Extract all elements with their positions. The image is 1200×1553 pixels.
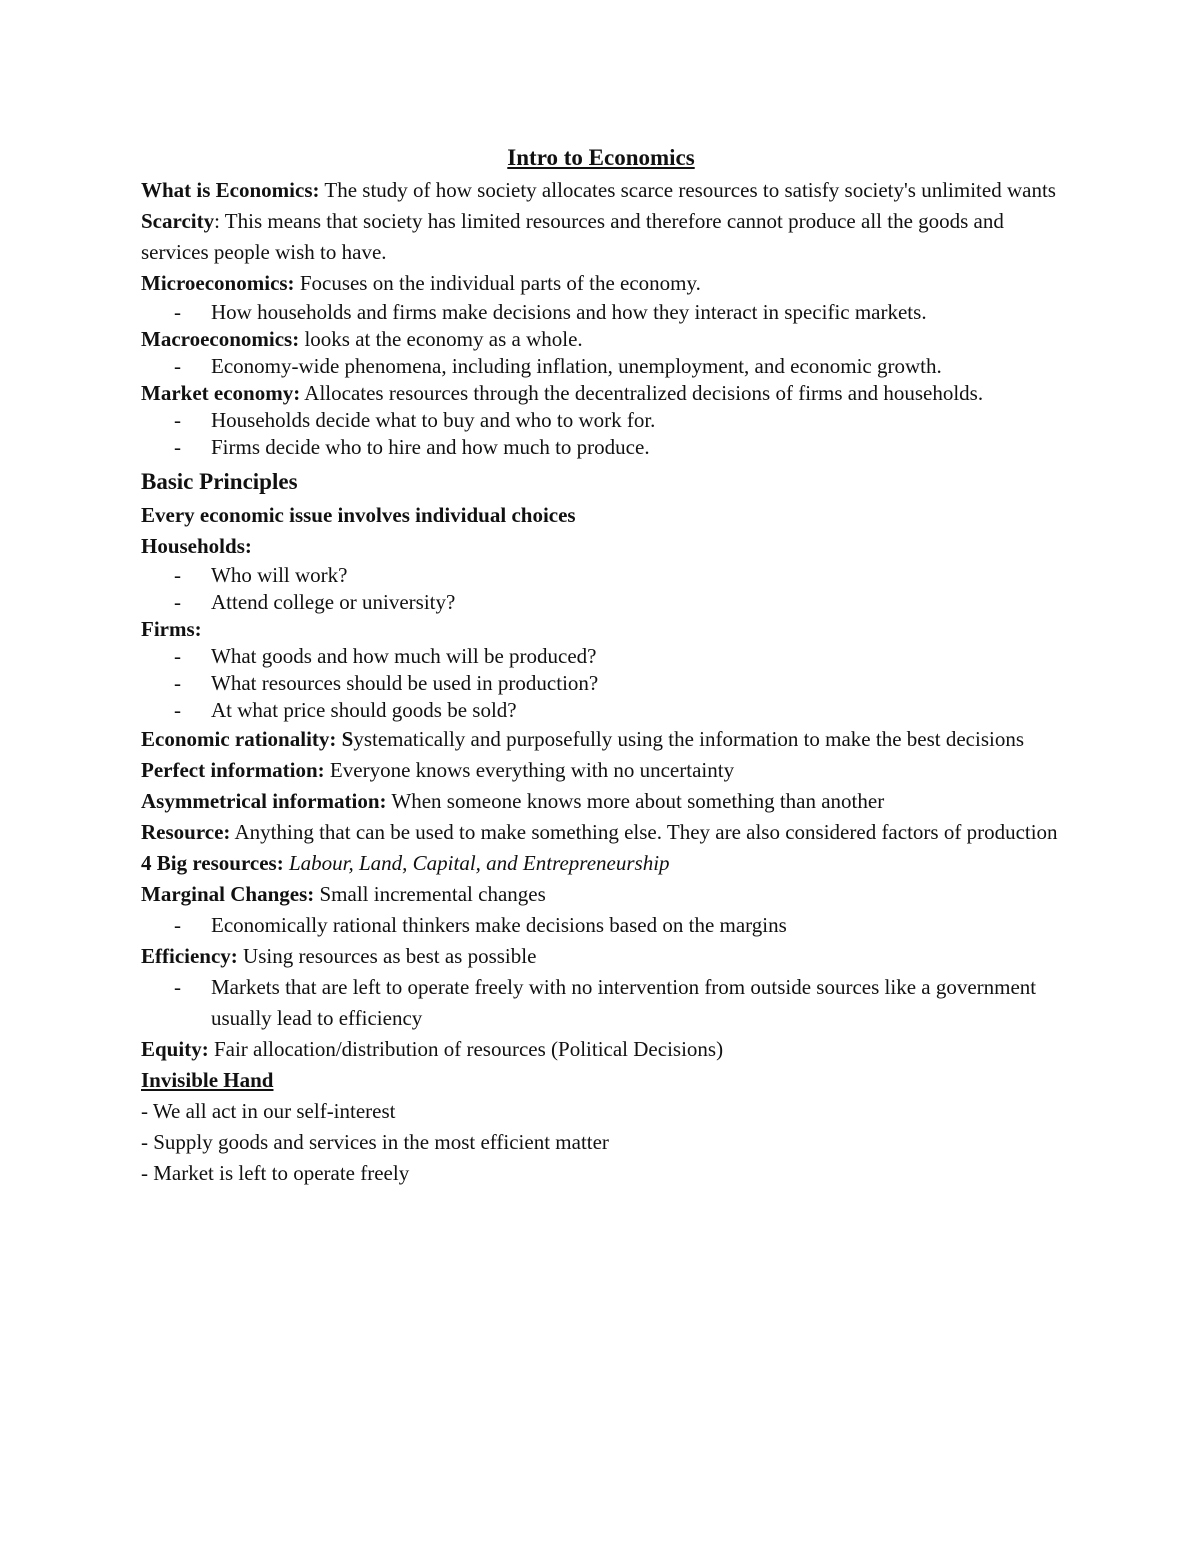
- definition-big-resources: [141, 848, 1061, 879]
- list-item-text: Attend college or university?: [211, 590, 456, 614]
- list-item: [141, 589, 1061, 616]
- list-item: [141, 643, 1061, 670]
- dash-marker: -: [174, 300, 181, 324]
- definition-term: Resource:: [141, 820, 231, 844]
- households-label: Households:: [141, 534, 252, 558]
- invisible-hand-line: - We all act in our self-interest: [141, 1099, 396, 1123]
- dash-marker: -: [174, 590, 181, 614]
- list-item-text: Firms decide who to hire and how much to produce.: [211, 435, 650, 459]
- dash-marker: -: [174, 975, 181, 999]
- invisible-hand-title: Invisible Hand: [141, 1068, 274, 1092]
- list-item-text: What goods and how much will be produced?: [211, 644, 597, 668]
- invisible-hand-line: - Supply goods and services in the most efficient matter: [141, 1130, 609, 1154]
- dash-marker: -: [174, 698, 181, 722]
- dash-marker: -: [174, 354, 181, 378]
- definition-text: Fair allocation/distribution of resources (Political Decisions): [208, 1037, 724, 1061]
- definition-economics: [141, 175, 1061, 206]
- dash-marker: -: [174, 563, 181, 587]
- definition-microeconomics: [141, 268, 1061, 299]
- definition-perfect-information: [141, 755, 1061, 786]
- list-item-text: Economy-wide phenomena, including inflation, unemployment, and economic growth.: [211, 354, 942, 378]
- definition-asymmetrical-information: [141, 786, 1061, 817]
- definition-text: Everyone knows everything with no uncertainty: [324, 758, 735, 782]
- list-item-text: Markets that are left to operate freely with no intervention from outside sources like a government usually lead to efficiency: [211, 975, 1037, 1030]
- definition-equity: [141, 1034, 1061, 1065]
- list-item: [141, 697, 1061, 724]
- definition-term: Market economy:: [141, 381, 301, 405]
- dash-marker: -: [174, 671, 181, 695]
- invisible-hand-line: - Market is left to operate freely: [141, 1161, 410, 1185]
- list-item: [141, 562, 1061, 589]
- firms-label-text: Firms:: [141, 617, 202, 641]
- definition-text: Anything that can be used to make something else. They are also considered factors of production: [230, 820, 1058, 844]
- definition-economic-rationality: [141, 724, 1061, 755]
- definition-term: Economic rationality: S: [141, 727, 354, 751]
- list-item-text: Economically rational thinkers make decisions based on the margins: [211, 913, 787, 937]
- list-item-text: Who will work?: [211, 563, 348, 587]
- list-item: [141, 670, 1061, 697]
- definition-text: looks at the economy as a whole.: [299, 327, 583, 351]
- list-item: [141, 353, 1061, 380]
- definition-resource: [141, 817, 1061, 848]
- definition-term: Perfect information:: [141, 758, 325, 782]
- definition-text: ystematically and purposefully using the information to make the best decisions: [353, 727, 1025, 751]
- definition-term: Microeconomics:: [141, 271, 295, 295]
- list-item: [141, 972, 1061, 1034]
- definition-text: Labour, Land, Capital, and Entrepreneurship: [288, 851, 670, 875]
- definition-term: What is Economics:: [141, 178, 320, 202]
- list-item-text: What resources should be used in production?: [211, 671, 599, 695]
- list-item: [141, 299, 1061, 326]
- dash-marker: -: [174, 435, 181, 459]
- dash-marker: -: [174, 913, 181, 937]
- definition-text: Using resources as best as possible: [237, 944, 537, 968]
- definition-term: Asymmetrical information:: [141, 789, 387, 813]
- definition-term: Efficiency:: [141, 944, 238, 968]
- definition-term: 4 Big resources:: [141, 851, 284, 875]
- definition-scarcity: [141, 206, 1061, 268]
- invisible-hand-heading: [141, 1065, 1061, 1096]
- definition-text: : This means that society has limited resources and therefore cannot produce all the goods and services people wish to have.: [141, 209, 1004, 264]
- section-heading: Basic Principles: [141, 469, 298, 494]
- dash-marker: -: [174, 408, 181, 432]
- list-item-text: How households and firms make decisions and how they interact in specific markets.: [211, 300, 927, 324]
- list-item: [141, 434, 1061, 461]
- definition-text: Focuses on the individual parts of the economy.: [294, 271, 701, 295]
- definition-macroeconomics: [141, 326, 1061, 353]
- definition-term: Macroeconomics:: [141, 327, 300, 351]
- section-subheading: Every economic issue involves individual choices: [141, 503, 576, 527]
- definition-text: When someone knows more about something than another: [386, 789, 885, 813]
- definition-term: Marginal Changes:: [141, 882, 315, 906]
- definition-efficiency: [141, 941, 1061, 972]
- definition-text: The study of how society allocates scarce resources to satisfy society's unlimited wants: [319, 178, 1056, 202]
- definition-text: Small incremental changes: [314, 882, 546, 906]
- definition-text: Allocates resources through the decentralized decisions of firms and households.: [300, 381, 984, 405]
- definition-term: Equity:: [141, 1037, 209, 1061]
- dash-marker: -: [174, 644, 181, 668]
- page-title: Intro to Economics: [507, 145, 695, 170]
- list-item: [141, 910, 1061, 941]
- definition-marginal-changes: [141, 879, 1061, 910]
- list-item-text: At what price should goods be sold?: [211, 698, 517, 722]
- list-item-text: Households decide what to buy and who to work for.: [211, 408, 656, 432]
- firms-label: [141, 616, 1061, 643]
- definition-term: Scarcity: [141, 209, 215, 233]
- definition-market-economy: [141, 380, 1061, 407]
- document-page: [141, 142, 1061, 1189]
- list-item: [141, 407, 1061, 434]
